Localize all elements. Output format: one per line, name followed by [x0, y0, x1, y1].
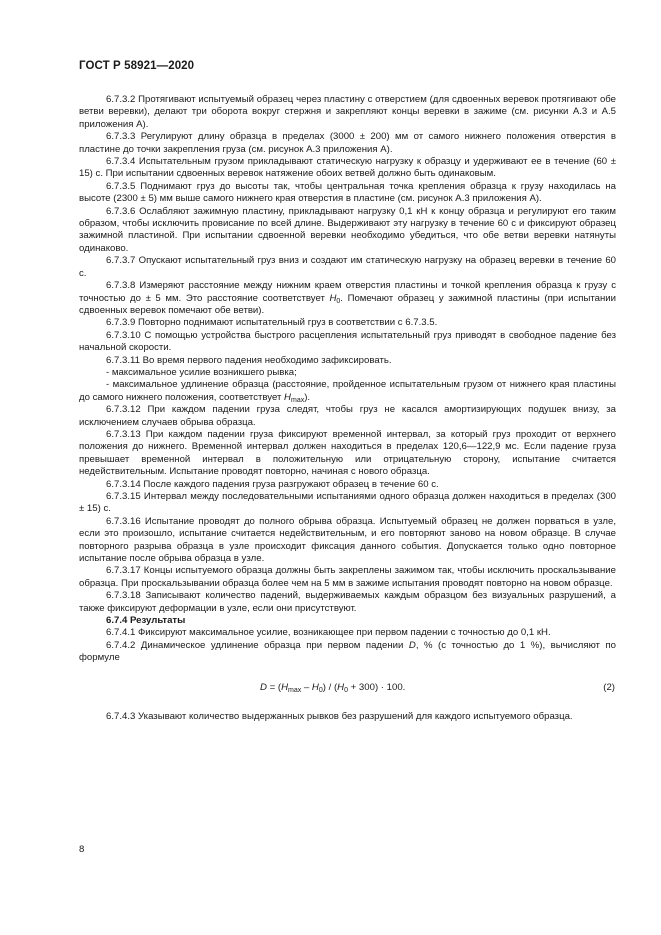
- formula-symbol: D: [260, 681, 267, 693]
- formula-text: = (: [266, 681, 282, 693]
- formula-row: [79, 682, 616, 694]
- formula-number: (2): [603, 681, 615, 693]
- formula-subscript: 0: [318, 686, 323, 694]
- formula-subscript: 0: [344, 686, 348, 694]
- paragraph-6-7-3-8: [79, 280, 616, 317]
- formula-symbol: H: [311, 681, 319, 693]
- formula-symbol: H: [281, 681, 289, 693]
- paragraph-text: ).: [304, 391, 311, 403]
- formula-text: –: [301, 681, 312, 693]
- paragraph-6-7-3-5: 6.7.3.5 Поднимают груз до высоты так, чтобы центральная точка крепления образца к грузу находилась на высоте (2300 ± 5) мм выше самого нижнего края отверстия в пластине (см. рисунок А.3 приложения А).: [79, 180, 616, 205]
- symbol: D: [408, 639, 416, 651]
- paragraph-text: - максимальное удлинение образца (расстояние, пройденное испытательным грузом от нижнего края пластины до самого нижнего положения, соответствует: [79, 379, 616, 403]
- paragraph-6-7-3-11: 6.7.3.11 Во время первого падения необходимо зафиксировать.: [106, 354, 392, 366]
- paragraph-6-7-3-17: 6.7.3.17 Концы испытуемого образца должны быть закреплены зажимом так, чтобы исключить проскальзывание образца. При проскальзывании образца более чем на 5 мм в зажиме испытания проводят повторно на новом образце.: [79, 565, 616, 589]
- symbol: H: [329, 292, 337, 304]
- document-body: [79, 94, 616, 723]
- formula-text: + 300) · 100.: [348, 681, 406, 693]
- formula-symbol: H: [337, 681, 345, 693]
- symbol: H: [284, 391, 291, 403]
- paragraph-6-7-3-2: 6.7.3.2 Протягивают испытуемый образец через пластину с отверстием (для сдвоенных веревок протягивают обе ветви веревки), делают три оборота вокруг стержня и закрепляют концы веревки в зажиме (см. рисунки А.3 и А.5 приложения А).: [79, 94, 616, 130]
- paragraph-text: , % (с точностью до 1 %), вычисляют по формуле: [79, 639, 616, 664]
- section-heading-results: 6.7.4 Результаты: [106, 615, 186, 627]
- paragraph-6-7-3-13: 6.7.3.13 При каждом падении груза фиксируют временной интервал, за который груз проходит от верхнего положения до нижнего. Временной интервал должен находиться в пределах 120,6—122,9 мс. Если падение груза превышает временной интервал в положительную или отрицательную сторону, испытание считается недействительным. Испытание проводят повторно, начиная с нового образца.: [79, 428, 616, 478]
- paragraph-6-7-3-12: 6.7.3.12 При каждом падении груза следят, чтобы груз не касался амортизирующих подушек внизу, за исключением случаев обрыва образца.: [79, 404, 616, 428]
- paragraph-6-7-3-14: 6.7.3.14 После каждого падения груза разгружают образец в течение 60 с.: [106, 478, 439, 490]
- formula-subscript: max: [288, 686, 302, 694]
- formula-text: ) / (: [322, 681, 338, 693]
- subscript: 0: [336, 297, 341, 305]
- paragraph-6-7-4-3: 6.7.4.3 Указывают количество выдержанных рывков без разрушений для каждого испытуемого образца.: [106, 711, 573, 723]
- page-number: 8: [79, 844, 85, 855]
- paragraph-text: 6.7.4.2 Динамическое удлинение образца при первом падении: [106, 639, 409, 651]
- paragraph-6-7-3-9: 6.7.3.9 Повторно поднимают испытательный груз в соответствии с 6.7.3.5.: [106, 317, 438, 329]
- list-item-max-force: - максимальное усилие возникшего рывка;: [106, 366, 297, 378]
- paragraph-6-7-3-4: 6.7.3.4 Испытательным грузом прикладывают статическую нагрузку к образцу и удерживают ее в течение (60 ± 15) с. При испытании сдвоенных веревок натяжение обоих ветвей должно быть одинаковым.: [79, 156, 616, 180]
- paragraph-6-7-3-18: 6.7.3.18 Записывают количество падений, выдерживаемых каждым образцом без визуальных разрушений, а также фиксируют деформации в узле, если они присутствуют.: [79, 590, 616, 614]
- formula: [260, 682, 405, 694]
- paragraph-6-7-4-2: [79, 640, 616, 665]
- subscript: max: [290, 396, 305, 404]
- paragraph-6-7-3-3: 6.7.3.3 Регулируют длину образца в пределах (3000 ± 200) мм от самого нижнего положения отверстия в пластине до точки закрепления груза (см. рисунок А.3 приложения А).: [79, 131, 616, 155]
- paragraph-6-7-3-16: 6.7.3.16 Испытание проводят до полного обрыва образца. Испытуемый образец не должен порваться в узле, если это произошло, испытание считается недействительным, и его повторяют заново на новом образце. В случае повторного разрыва образца в узле происходит фиксация данного события. Допускается только одно повторное испытание после обрыва образца в узле.: [79, 515, 616, 565]
- paragraph-6-7-3-10: 6.7.3.10 С помощью устройства быстрого расцепления испытательный груз приводят в свободное падение без начальной скорости.: [79, 329, 616, 354]
- paragraph-6-7-3-15: 6.7.3.15 Интервал между последовательными испытаниями одного образца должен находиться в пределах (300 ± 15) с.: [79, 491, 616, 515]
- paragraph-6-7-3-6: 6.7.3.6 Ослабляют зажимную пластину, прикладывают нагрузку 0,1 кН к концу образца и регулируют его таким образом, чтобы исключить провисание по всей длине. Выдерживают эту нагрузку в течение 60 с и фиксируют образец зажимной пластиной. При испытании сдвоенной веревки необходимо убедиться, что обе ветви веревки натянуты одинаково.: [79, 205, 616, 254]
- paragraph-text: 6.7.3.8 Измеряют расстояние между нижним краем отверстия пластины и точкой крепления образца к грузу с точностью до ± 5 мм. Это расстояние соответствует: [79, 280, 616, 304]
- list-item-max-elongation: [79, 379, 616, 404]
- paragraph-6-7-3-7: 6.7.3.7 Опускают испытательный груз вниз и создают им статическую нагрузку на образец веревки в течение 60 с.: [79, 255, 616, 279]
- paragraph-text: . Помечают образец у зажимной пластины (при испытании сдвоенных веревок помечают обе ветви).: [79, 292, 616, 316]
- document-header: ГОСТ Р 58921—2020: [79, 60, 195, 72]
- paragraph-6-7-4-1: 6.7.4.1 Фиксируют максимальное усилие, возникающее при первом падении с точностью до 0,1 кН.: [106, 627, 551, 639]
